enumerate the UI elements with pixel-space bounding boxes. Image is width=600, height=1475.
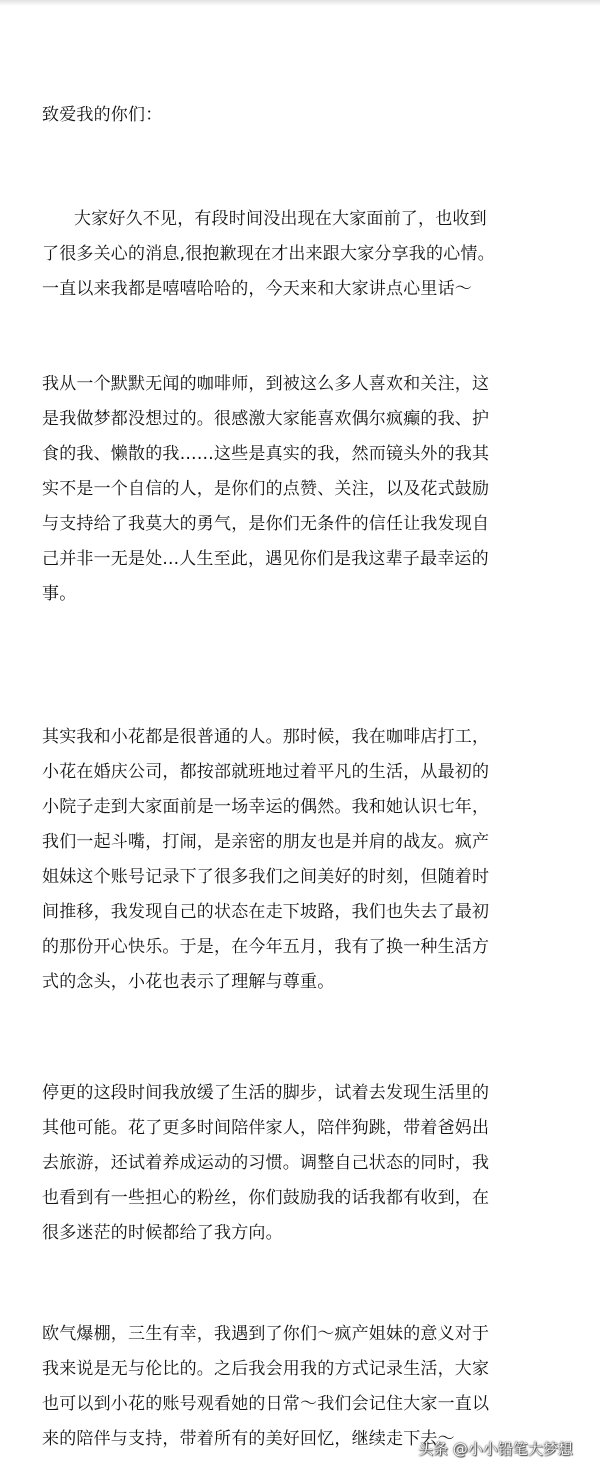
paragraph-2-line-5: 与支持给了我莫大的勇气，是你们无条件的信任让我发现自 [42, 514, 490, 534]
paragraph-4-line-3: 去旅游，还试着养成运动的习惯。调整自己状态的同时，我 [42, 1153, 490, 1173]
paragraph-3-line-3: 小院子走到大家面前是一场幸运的偶然。我和她认识七年， [42, 797, 490, 817]
paragraph-2-line-2: 是我做梦都没想过的。很感激大家能喜欢偶尔疯癫的我、护 [42, 409, 490, 429]
paragraph-4-line-1: 停更的这段时间我放缓了生活的脚步，试着去发现生活里的 [42, 1083, 490, 1103]
paragraph-4-line-5: 很多迷茫的时候都给了我方向。 [42, 1223, 283, 1243]
salutation: 致爱我的你们： [42, 105, 163, 125]
paragraph-3-line-5: 姐妹这个账号记录下了很多我们之间美好的时刻，但随着时 [42, 867, 490, 887]
paragraph-5-line-1: 欧气爆棚，三生有幸，我遇到了你们～疯产姐妹的意义对于 [42, 1324, 490, 1344]
paragraph-2-line-6: 己并非一无是处...人生至此，遇见你们是我这辈子最幸运的 [42, 549, 489, 569]
paragraph-2-line-1: 我从一个默默无闻的咖啡师，到被这么多人喜欢和关注，这 [42, 374, 490, 394]
paragraph-5-line-2: 我来说是无与伦比的。之后我会用我的方式记录生活，大家 [42, 1359, 490, 1379]
paragraph-3-line-4: 我们一起斗嘴，打闹，是亲密的朋友也是并肩的战友。疯产 [42, 832, 490, 852]
paragraph-3-line-2: 小花在婚庆公司，都按部就班地过着平凡的生活，从最初的 [42, 762, 490, 782]
paragraph-1-line-2: 了很多关心的消息,很抱歉现在才出来跟大家分享我的心情。 [42, 244, 495, 264]
watermark: 头条 @小小铅笔大梦想 [418, 1440, 573, 1458]
paragraph-2-line-3: 食的我、懒散的我……这些是真实的我，然而镜头外的我其 [42, 444, 490, 464]
paragraph-4-line-2: 其他可能。花了更多时间陪伴家人，陪伴狗跳，带着爸妈出 [42, 1118, 490, 1138]
paragraph-5-line-3: 也可以到小花的账号观看她的日常～我们会记住大家一直以 [42, 1394, 490, 1414]
paragraph-1-line-1: 大家好久不见，有段时间没出现在大家面前了，也收到 [74, 209, 487, 229]
paragraph-4-line-4: 也看到有一些担心的粉丝，你们鼓励我的话我都有收到，在 [42, 1188, 490, 1208]
paragraph-1-line-3: 一直以来我都是嘻嘻哈哈的，今天来和大家讲点心里话～ [42, 279, 472, 299]
paragraph-3-line-7: 的那份开心快乐。于是，在今年五月，我有了换一种生活方 [42, 937, 490, 957]
paragraph-2-line-7: 事。 [42, 584, 77, 604]
paragraph-3-line-6: 间推移，我发现自己的状态在走下坡路，我们也失去了最初 [42, 902, 490, 922]
paragraph-5-line-4: 来的陪伴与支持，带着所有的美好回忆，继续走下去～ [42, 1429, 455, 1449]
paragraph-2-line-4: 实不是一个自信的人，是你们的点赞、关注，以及花式鼓励 [42, 479, 490, 499]
top-edge-shadow [0, 0, 600, 6]
paragraph-3-line-1: 其实我和小花都是很普通的人。那时候，我在咖啡店打工， [42, 727, 490, 747]
paragraph-3-line-8: 式的念头，小花也表示了理解与尊重。 [42, 972, 335, 992]
